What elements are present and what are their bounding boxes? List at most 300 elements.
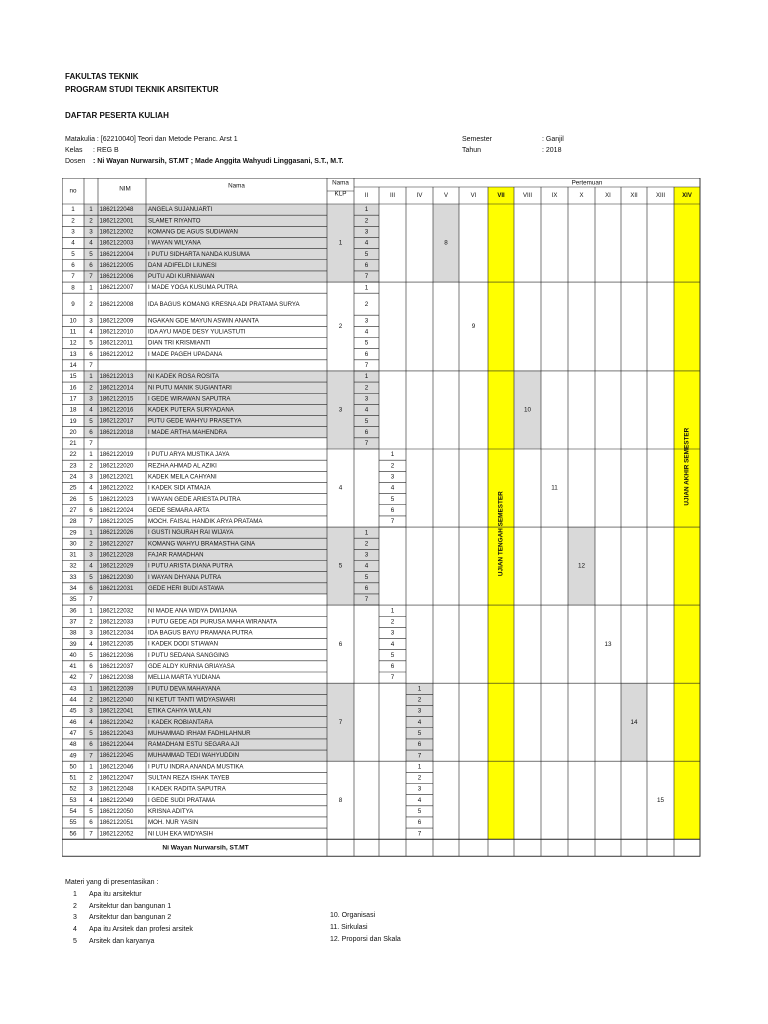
student-nim: 1862122036	[99, 651, 134, 659]
student-nim: 1862122035	[99, 640, 134, 648]
group-member-number: 5	[89, 808, 93, 816]
group-member-number: 2	[89, 774, 93, 782]
group-member-number: 2	[89, 217, 93, 225]
attendance-number: 2	[364, 217, 369, 225]
row-number: 45	[69, 707, 77, 715]
student-name: PUTU ADI KURNIAWAN	[148, 273, 215, 281]
student-nim: 1862122039	[99, 685, 134, 693]
group-member-number: 3	[89, 785, 93, 793]
student-nim: 1862122025	[99, 518, 134, 526]
student-name: I PUTU DEVA MAHAYANA	[148, 685, 221, 693]
group-member-number: 5	[89, 495, 93, 503]
row-number: 41	[69, 663, 77, 671]
session-header: II	[364, 193, 369, 200]
row-number: 23	[69, 462, 77, 470]
semester-meta	[462, 134, 564, 156]
student-name: I PUTU ARYA MUSTIKA JAYA	[148, 451, 230, 459]
student-name: I KADEK ROBIANTARA	[148, 718, 213, 726]
group-member-number: 7	[89, 362, 93, 370]
student-name: IDA BAGUS KOMANG KRESNA ADI PRATAMA SURYA	[148, 300, 300, 308]
row-number: 56	[69, 830, 77, 838]
attendance-number: 4	[417, 718, 422, 726]
session-header: XIV	[682, 193, 692, 200]
group-member-number: 1	[89, 685, 93, 693]
presentation-session: 8	[444, 239, 448, 247]
group-member-number: 3	[89, 317, 93, 325]
student-nim: 1862122008	[99, 300, 134, 308]
student-name: DIAN TRI KRISMIANTI	[148, 339, 211, 347]
row-number: 50	[69, 763, 77, 771]
student-nim: 1862122001	[99, 217, 134, 225]
attendance-number: 2	[417, 774, 422, 782]
student-name: GEDE SEMARA ARTA	[148, 506, 210, 514]
student-name: SLAMET RIYANTO	[148, 217, 201, 225]
row-number: 40	[69, 651, 77, 659]
group-member-number: 5	[89, 651, 93, 659]
group-member-number: 7	[89, 273, 93, 281]
group-member-number: 7	[89, 674, 93, 682]
student-name: ANGELA SUJANUARTI	[148, 206, 213, 214]
attendance-number: 3	[417, 785, 422, 793]
row-number: 22	[69, 451, 77, 459]
session-header: VII	[497, 193, 505, 200]
row-number: 46	[69, 718, 77, 726]
group-member-number: 4	[89, 328, 93, 336]
row-number: 52	[69, 785, 77, 793]
group-member-number: 3	[89, 707, 93, 715]
dosen-label: Dosen	[65, 158, 86, 165]
student-nim: 1862122042	[99, 718, 134, 726]
student-nim: 1862122020	[99, 462, 134, 470]
student-nim: 1862122015	[99, 395, 134, 403]
row-number: 24	[69, 473, 77, 481]
student-nim: 1862122021	[99, 473, 134, 481]
row-number: 34	[69, 585, 77, 593]
session-header: IX	[551, 193, 558, 200]
attendance-number: 2	[364, 300, 369, 308]
attendance-number: 1	[417, 685, 422, 693]
group-member-number: 7	[89, 440, 93, 448]
student-nim: 1862122003	[99, 239, 134, 247]
material-item: 10. Organisasi	[330, 912, 376, 919]
row-number: 27	[69, 506, 77, 514]
group-member-number: 5	[89, 250, 93, 258]
student-nim: 1862122041	[99, 707, 134, 715]
row-number: 21	[69, 440, 77, 448]
group-member-number: 7	[89, 596, 93, 604]
row-number: 44	[69, 696, 77, 704]
attendance-number: 6	[417, 741, 422, 749]
student-nim: 1862122002	[99, 228, 134, 236]
attendance-number: 1	[390, 451, 395, 459]
row-number: 10	[69, 317, 77, 325]
attendance-number: 5	[390, 651, 395, 659]
attendance-number: 7	[364, 596, 369, 604]
presentation-session: 11	[551, 484, 558, 492]
attendance-number: 3	[390, 629, 395, 637]
student-nim: 1862122012	[99, 350, 134, 358]
material-item	[65, 901, 193, 913]
student-name: KOMANG DE AGUS SUDIAWAN	[148, 228, 238, 236]
student-nim: 1862122048	[99, 785, 134, 793]
student-nim: 1862122022	[99, 484, 134, 492]
student-name: I GUSTI NGURAH RAI WIJAYA	[148, 529, 234, 537]
group-member-number: 2	[89, 696, 93, 704]
row-number: 1	[71, 206, 75, 214]
row-number: 47	[69, 729, 77, 737]
session-header: XIII	[655, 193, 666, 200]
material-number: 4	[73, 926, 77, 934]
group-member-number: 4	[89, 796, 93, 804]
student-name: MOCH. FAISAL HANDIK ARYA PRATAMA	[148, 518, 263, 526]
attendance-number: 7	[364, 273, 369, 281]
row-number: 3	[71, 228, 75, 236]
attendance-number: 7	[390, 674, 395, 682]
group-member-number: 5	[89, 339, 93, 347]
participant-table	[62, 178, 702, 865]
student-name: KADEK MEILA CAHYANI	[148, 473, 217, 481]
student-name: GEDE HERI BUDI ASTAWA	[148, 584, 224, 592]
attendance-number: 5	[364, 250, 369, 258]
attendance-number: 4	[364, 406, 369, 414]
attendance-number: 4	[390, 640, 395, 648]
material-item	[65, 924, 193, 936]
row-number: 49	[69, 752, 77, 760]
group-member-number: 3	[89, 551, 93, 559]
group-member-number: 6	[89, 261, 93, 269]
attendance-number: 4	[390, 484, 395, 492]
material-number: 3	[73, 914, 77, 922]
row-number: 5	[71, 250, 75, 258]
group-member-number: 7	[89, 830, 93, 838]
student-name: ETIKA CAHYA WULAN	[148, 707, 211, 715]
attendance-number: 5	[417, 808, 422, 816]
uas-column	[674, 187, 700, 839]
student-nim: 1862122032	[99, 607, 134, 615]
group-member-number: 2	[89, 462, 93, 470]
uas-label: UJIAN AKHIR SEMESTER	[683, 427, 691, 506]
row-number: 12	[69, 339, 77, 347]
student-name: IDA AYU MADE DESY YULIASTUTI	[148, 328, 246, 336]
group-member-number: 1	[89, 529, 93, 537]
group-member-number: 1	[89, 206, 93, 214]
attendance-number: 7	[364, 440, 369, 448]
material-text: Arsitek dan karyanya	[89, 937, 155, 945]
student-name: I WAYAN DHYANA PUTRA	[148, 573, 222, 581]
group-member-number: 1	[89, 763, 93, 771]
session-header: X	[579, 193, 584, 200]
group-member-number: 5	[89, 573, 93, 581]
attendance-number: 4	[364, 562, 369, 570]
group-member-number: 6	[89, 663, 93, 671]
document-title: DAFTAR PESERTA KULIAH	[65, 111, 169, 120]
header-nim: NIM	[119, 185, 131, 193]
program-title: PROGRAM STUDI TEKNIK ARSITEKTUR	[65, 85, 219, 94]
row-number: 54	[69, 808, 77, 816]
student-nim: 1862122007	[99, 284, 134, 292]
row-number: 15	[69, 373, 77, 381]
student-name: I GEDE WIRAWAN SAPUTRA	[148, 395, 231, 403]
group-klp: 1	[338, 239, 343, 247]
row-number: 8	[71, 284, 75, 292]
student-name: I KADEK RADITA SAPUTRA	[148, 785, 226, 793]
student-name: IDA BAGUS BAYU PRAMANA PUTRA	[148, 629, 253, 637]
faculty-title: FAKULTAS TEKNIK	[65, 72, 139, 81]
student-name: NGAKAN GDE MAYUN ASWIN ANANTA	[148, 317, 259, 325]
kelas-value: : REG B	[93, 147, 119, 154]
matakuliah-line: Matakulia : [62210040] Teori dan Metode Peranc. Arst 1	[65, 136, 238, 143]
student-nim: 1862122023	[99, 495, 134, 503]
group-klp: 8	[338, 796, 343, 804]
group-klp: 3	[338, 406, 343, 414]
attendance-number: 7	[417, 830, 422, 838]
materials-list	[65, 877, 193, 948]
group-member-number: 6	[89, 506, 93, 514]
student-name: NI PUTU MANIK SUGIANTARI	[148, 384, 232, 392]
material-item	[65, 889, 193, 901]
student-name: NI KADEK ROSA ROSITA	[148, 373, 219, 381]
student-nim: 1862122037	[99, 663, 134, 671]
row-number: 55	[69, 819, 77, 827]
attendance-number: 2	[390, 618, 395, 626]
material-item: 12. Proporsi dan Skala	[330, 935, 401, 943]
student-name: MELLIA MARTA YUDIANA	[148, 674, 221, 682]
kelas-label: Kelas	[65, 147, 83, 154]
attendance-number: 4	[364, 239, 369, 247]
student-nim: 1862122034	[99, 629, 134, 637]
presentation-session: 13	[604, 640, 612, 648]
attendance-number: 6	[364, 428, 369, 436]
attendance-number: 1	[417, 763, 422, 771]
row-number: 29	[69, 529, 77, 537]
student-nim: 1862122038	[99, 674, 134, 682]
uts-label: UJIAN TENGAH SEMESTER	[497, 491, 505, 577]
student-name: RAMADHANI ESTU SEGARA AJI	[148, 741, 240, 749]
row-number: 14	[69, 362, 77, 370]
session-header: VIII	[522, 193, 533, 200]
attendance-number: 3	[390, 473, 395, 481]
row-number: 20	[69, 428, 77, 436]
row-number: 39	[69, 640, 77, 648]
student-nim: 1862122049	[99, 796, 134, 804]
attendance-number: 1	[364, 529, 369, 537]
student-nim: 1862122047	[99, 774, 134, 782]
group-member-number: 2	[89, 540, 93, 548]
attendance-number: 6	[364, 261, 369, 269]
row-number: 13	[69, 350, 77, 358]
row-number: 35	[69, 596, 77, 604]
attendance-number: 2	[364, 540, 369, 548]
student-nim: 1862122019	[99, 451, 134, 459]
student-nim: 1862122043	[99, 729, 134, 737]
group-member-number: 4	[89, 406, 93, 414]
student-nim: 1862122014	[99, 384, 134, 392]
student-name: I PUTU ARISTA DIANA PUTRA	[148, 562, 233, 570]
student-name: KADEK PUTERA SURYADANA	[148, 406, 234, 414]
student-nim: 1862122016	[99, 406, 134, 414]
materials-title: Materi yang di presentasikan :	[65, 879, 159, 886]
row-number: 51	[69, 774, 77, 782]
group-klp: 5	[338, 562, 343, 570]
group-member-number: 4	[89, 718, 93, 726]
material-number: 5	[73, 937, 77, 945]
student-nim: 1862122030	[99, 573, 134, 581]
student-nim: 1862122009	[99, 317, 134, 325]
dosen-line	[65, 156, 343, 167]
row-number: 17	[69, 395, 77, 403]
group-member-number: 7	[89, 518, 93, 526]
group-member-number: 4	[89, 484, 93, 492]
attendance-number: 5	[364, 573, 369, 581]
student-name: KRISNA ADITYA	[148, 807, 194, 815]
attendance-number: 2	[417, 696, 422, 704]
student-nim: 1862122040	[99, 696, 134, 704]
group-member-number: 6	[89, 428, 93, 436]
tahun-value: : 2018	[542, 147, 562, 154]
attendance-number: 6	[417, 819, 422, 827]
student-name: REZHA AHMAD AL AZIKI	[148, 462, 217, 470]
student-nim: 1862122028	[99, 551, 134, 559]
attendance-number: 4	[364, 328, 369, 336]
group-member-number: 3	[89, 473, 93, 481]
row-number: 2	[71, 217, 75, 225]
student-name: MUHAMMAD IRHAM FADHILAHNUR	[148, 729, 251, 737]
material-number: 2	[73, 902, 77, 910]
attendance-number: 3	[417, 707, 422, 715]
presentation-session: 9	[471, 323, 476, 331]
row-number: 42	[69, 674, 77, 682]
attendance-number: 3	[364, 395, 369, 403]
row-number: 37	[69, 618, 77, 626]
student-name: I PUTU SIDHARTA NANDA KUSUMA	[148, 250, 251, 258]
attendance-number: 5	[364, 417, 369, 425]
student-nim: 1862122010	[99, 328, 134, 336]
student-nim: 1862122024	[99, 506, 134, 514]
presentation-session: 10	[523, 406, 532, 414]
student-name: MOH. NUR YASIN	[148, 819, 199, 827]
dosen-value: : Ni Wayan Nurwarsih, ST.MT ; Made Anggita Wahyudi Linggasani, S.T., M.T.	[93, 158, 344, 165]
attendance-number: 6	[364, 350, 369, 358]
student-name: DANI ADIFELDI LIUNESI	[148, 261, 217, 269]
session-header: III	[389, 193, 396, 200]
attendance-number: 3	[364, 317, 369, 325]
material-text: Apa itu arsitektur	[89, 890, 142, 898]
kelas-line	[65, 145, 343, 156]
student-nim: 1862122018	[99, 428, 134, 436]
group-klp: 2	[338, 323, 343, 331]
attendance-number: 6	[390, 663, 395, 671]
row-number: 48	[69, 741, 77, 749]
group-member-number: 3	[89, 629, 93, 637]
student-name: NI MADE ANA WIDYA DWIJANA	[148, 607, 237, 615]
group-member-number: 1	[89, 284, 93, 292]
group-klp: 7	[338, 718, 343, 726]
group-member-number: 1	[89, 451, 93, 459]
material-item: 11. Sirkulasi	[330, 923, 368, 931]
attendance-number: 4	[417, 796, 422, 804]
attendance-number: 6	[364, 585, 369, 593]
student-nim: 1862122026	[99, 529, 134, 537]
student-name: I MADE ARTHA MAHENDRA	[148, 428, 228, 436]
attendance-number: 1	[364, 206, 369, 214]
session-header: XII	[630, 193, 638, 200]
group-member-number: 4	[89, 239, 93, 247]
row-number: 43	[69, 685, 77, 693]
row-number: 9	[71, 300, 75, 308]
group-member-number: 1	[89, 607, 93, 615]
row-number: 25	[69, 484, 77, 492]
student-name: I PUTU GEDE ADI PURUSA MAHA WIRANATA	[148, 618, 278, 626]
materials-list-2	[330, 910, 401, 945]
row-number: 30	[69, 540, 77, 548]
session-header: V	[443, 193, 449, 200]
student-nim: 1862122044	[99, 741, 134, 749]
row-number: 32	[69, 562, 77, 570]
material-number: 1	[73, 890, 77, 898]
student-name: PUTU GEDE WAHYU PRASETYA	[148, 417, 242, 425]
group-klp: 6	[338, 640, 343, 648]
material-text: Arsitektur dan bangunan 2	[89, 914, 172, 922]
student-name: I GEDE SUDI PRATAMA	[148, 796, 216, 804]
student-name: FAJAR RAMADHAN	[148, 551, 204, 559]
row-number: 26	[69, 495, 77, 503]
header-klp: Nama	[332, 179, 349, 187]
row-number: 33	[69, 573, 77, 581]
group-member-number: 6	[89, 819, 93, 827]
session-header: IV	[416, 193, 423, 200]
attendance-number: 5	[364, 339, 369, 347]
student-name: I MADE PAGEH UPADANA	[148, 350, 223, 358]
student-nim: 1862122006	[99, 273, 134, 281]
group-member-number: 5	[89, 729, 93, 737]
student-nim: 1862122051	[99, 819, 134, 827]
group-member-number: 3	[89, 395, 93, 403]
student-nim: 1862122046	[99, 763, 134, 771]
material-item	[65, 912, 193, 924]
group-member-number: 7	[89, 752, 93, 760]
group-member-number: 3	[89, 228, 93, 236]
semester-label: Semester	[462, 136, 492, 143]
row-number: 36	[69, 607, 77, 615]
group-member-number: 2	[89, 300, 93, 308]
attendance-number: 1	[364, 373, 369, 381]
group-member-number: 2	[89, 618, 93, 626]
header-pertemuan: Pertemuan	[571, 179, 603, 187]
row-number: 6	[71, 261, 75, 269]
student-name: NI KETUT TANTI WIDYASWARI	[148, 696, 236, 704]
material-text: Apa itu Arsitek dan profesi arsitek	[89, 926, 193, 934]
student-nim: 1862122029	[99, 562, 134, 570]
student-name: I PUTU INDRA ANANDA MUSTIKA	[148, 763, 244, 771]
session-header: VI	[470, 193, 477, 200]
attendance-number: 6	[390, 506, 395, 514]
student-nim: 1862122027	[99, 540, 134, 548]
group-member-number: 6	[89, 350, 93, 358]
attendance-number: 1	[390, 607, 395, 615]
group-member-number: 5	[89, 417, 93, 425]
student-nim: 1862122045	[99, 752, 134, 760]
semester-value: : Ganjil	[542, 136, 564, 143]
group-member-number: 4	[89, 640, 93, 648]
attendance-number: 2	[390, 462, 395, 470]
row-number: 19	[69, 417, 77, 425]
group-member-number: 1	[89, 373, 93, 381]
group-member-number: 2	[89, 384, 93, 392]
attendance-number: 1	[364, 284, 369, 292]
student-name: I MADE YOGA KUSUMA PUTRA	[148, 284, 238, 292]
student-nim: 1862122004	[99, 250, 134, 258]
student-nim: 1862122013	[99, 373, 134, 381]
